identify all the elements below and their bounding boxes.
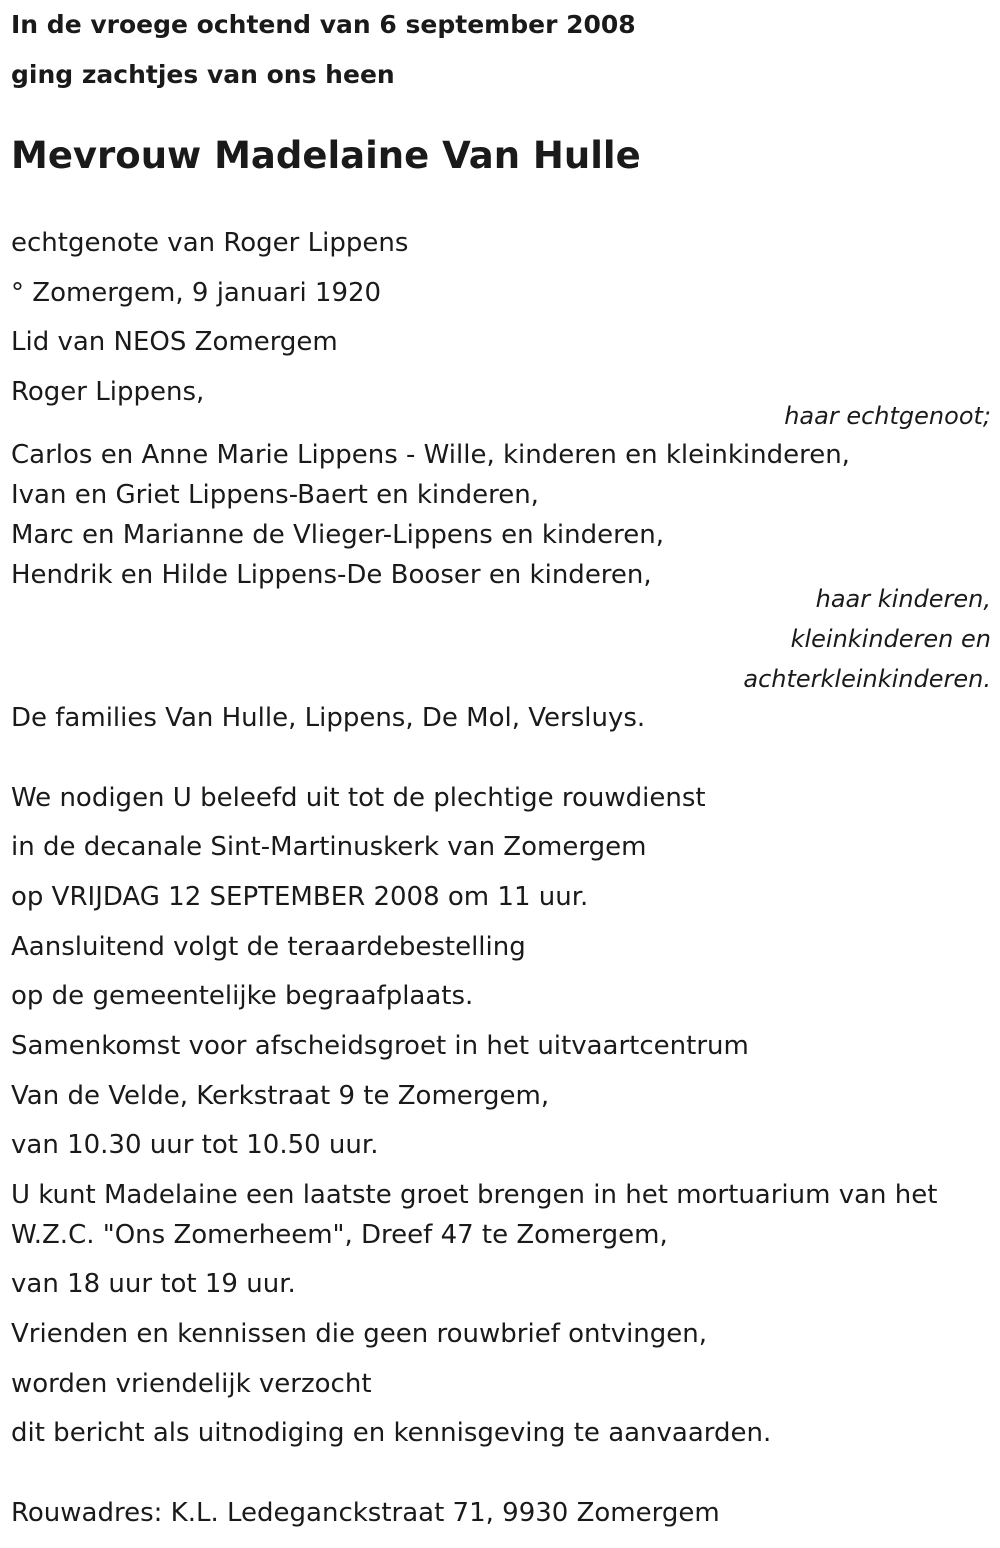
service-line: dit bericht als uitnodiging en kennisgeving te aanvaarden. <box>11 1418 772 1448</box>
child-line: Ivan en Griet Lippens-Baert en kinderen, <box>11 480 539 510</box>
service-line: U kunt Madelaine een laatste groet brengen in het mortuarium van het <box>11 1180 938 1210</box>
service-line: Vrienden en kennissen die geen rouwbrief ontvingen, <box>11 1319 708 1349</box>
service-line: W.Z.C. "Ons Zomerheem", Dreef 47 te Zomergem, <box>11 1220 668 1250</box>
service-line: worden vriendelijk verzocht <box>11 1369 372 1399</box>
service-line: in de decanale Sint-Martinuskerk van Zomergem <box>11 832 647 862</box>
service-line: Van de Velde, Kerkstraat 9 te Zomergem, <box>11 1081 550 1111</box>
membership-line: Lid van NEOS Zomergem <box>11 327 338 357</box>
spouse-line: echtgenote van Roger Lippens <box>11 228 409 258</box>
children-role-line: haar kinderen, <box>815 585 991 613</box>
birth-line: ° Zomergem, 9 januari 1920 <box>11 278 382 308</box>
service-line: op VRIJDAG 12 SEPTEMBER 2008 om 11 uur. <box>11 882 589 912</box>
children-role-line: achterkleinkinderen. <box>743 665 991 693</box>
service-line: Aansluitend volgt de teraardebestelling <box>11 932 526 962</box>
service-line: Samenkomst voor afscheidsgroet in het uitvaartcentrum <box>11 1031 749 1061</box>
deceased-name: Mevrouw Madelaine Van Hulle <box>11 134 641 177</box>
intro-line-2: ging zachtjes van ons heen <box>11 60 395 89</box>
service-line: op de gemeentelijke begraafplaats. <box>11 981 474 1011</box>
child-line: Marc en Marianne de Vlieger-Lippens en kinderen, <box>11 520 664 550</box>
intro-line-1: In de vroege ochtend van 6 september 2008 <box>11 10 636 39</box>
children-role-line: kleinkinderen en <box>790 625 991 653</box>
service-line: van 18 uur tot 19 uur. <box>11 1269 296 1299</box>
husband-role: haar echtgenoot; <box>784 402 991 430</box>
child-line: Hendrik en Hilde Lippens-De Booser en kinderen, <box>11 560 652 590</box>
service-line: van 10.30 uur tot 10.50 uur. <box>11 1130 379 1160</box>
service-line: We nodigen U beleefd uit tot de plechtige rouwdienst <box>11 783 706 813</box>
families-line: De families Van Hulle, Lippens, De Mol, Versluys. <box>11 703 646 733</box>
husband-line: Roger Lippens, <box>11 377 205 407</box>
mourning-address: Rouwadres: K.L. Ledeganckstraat 71, 9930 Zomergem <box>11 1498 720 1528</box>
child-line: Carlos en Anne Marie Lippens - Wille, kinderen en kleinkinderen, <box>11 440 850 470</box>
